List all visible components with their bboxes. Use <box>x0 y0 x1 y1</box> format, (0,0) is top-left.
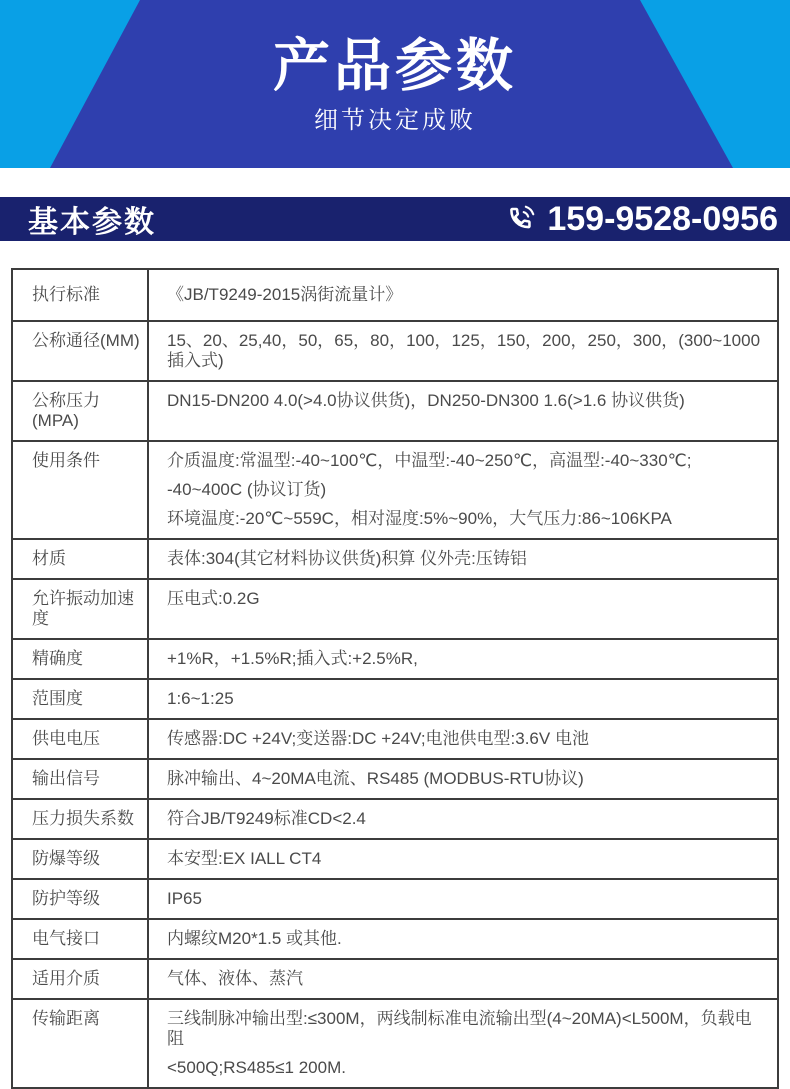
table-row <box>12 959 778 999</box>
spec-value <box>148 639 778 679</box>
table-row <box>12 999 778 1088</box>
section-title: 基本参数 <box>28 206 156 239</box>
page-subtitle: 细节决定成败 <box>314 107 476 134</box>
spec-value-line: 表体:304(其它材料协议供货)积算 仪外壳:压铸铝 <box>167 549 527 568</box>
page-title: 产品参数 <box>273 34 517 98</box>
spec-value-line: 《JB/T9249-2015涡街流量计》 <box>167 285 403 304</box>
spec-value <box>148 321 778 381</box>
table-row <box>12 759 778 799</box>
spec-label: 允许振动加速度 <box>12 579 148 639</box>
spec-label: 适用介质 <box>12 959 148 999</box>
table-row <box>12 919 778 959</box>
spec-label: 精确度 <box>12 639 148 679</box>
spec-label: 范围度 <box>12 679 148 719</box>
spec-label: 供电电压 <box>12 719 148 759</box>
spec-label: 传输距离 <box>12 999 148 1088</box>
table-row <box>12 879 778 919</box>
spec-label: 使用条件 <box>12 441 148 539</box>
table-row <box>12 639 778 679</box>
hero-banner <box>0 0 790 168</box>
table-row <box>12 839 778 879</box>
spec-value-line: 1:6~1:25 <box>167 689 234 708</box>
spec-value-line: 符合JB/T9249标准CD<2.4 <box>167 809 366 828</box>
spec-label: 材质 <box>12 539 148 579</box>
table-row <box>12 679 778 719</box>
table-row <box>12 799 778 839</box>
spec-value-line: 介质温度:常温型:-40~100℃，中温型:-40~250℃，高温型:-40~330℃; <box>167 451 692 470</box>
spec-value-line: 内螺纹M20*1.5 或其他. <box>167 929 342 948</box>
spec-label: 公称压力(MPA) <box>12 381 148 441</box>
spec-value <box>148 999 778 1088</box>
spec-value <box>148 679 778 719</box>
table-row <box>12 719 778 759</box>
table-row <box>12 441 778 539</box>
spec-value-line: 三线制脉冲输出型:≤300M，两线制标准电流输出型(4~20MA)<L500M，负载电阻 <box>167 1009 752 1048</box>
spacer <box>0 168 790 197</box>
phone-icon <box>503 202 537 236</box>
spec-value-line: 本安型:EX IALL CT4 <box>167 849 322 868</box>
spec-label: 防爆等级 <box>12 839 148 879</box>
spec-value <box>148 539 778 579</box>
table-row <box>12 539 778 579</box>
spec-value-line: DN15-DN200 4.0(>4.0协议供货)，DN250-DN300 1.6(>1.6 协议供货) <box>167 391 685 410</box>
spec-value <box>148 441 778 539</box>
spec-value-line: 传感器:DC +24V;变送器:DC +24V;电池供电型:3.6V 电池 <box>167 729 589 748</box>
spec-value-line: -40~400C (协议订货) <box>167 480 327 499</box>
spec-value-line: 环境温度:-20℃~559C，相对湿度:5%~90%，大气压力:86~106KPA <box>167 509 672 528</box>
table-row <box>12 381 778 441</box>
spec-label: 输出信号 <box>12 759 148 799</box>
spec-value-line: 15、20、25,40，50，65，80，100，125，150，200，250，300，(300~1000插入式) <box>167 331 761 370</box>
spec-value <box>148 839 778 879</box>
spec-value-line: 脉冲输出、4~20MA电流、RS485 (MODBUS-RTU协议) <box>167 769 584 788</box>
spec-table-body <box>12 269 778 1088</box>
spec-label: 公称通径(MM) <box>12 321 148 381</box>
section-header-bar <box>0 197 790 241</box>
table-row <box>12 269 778 321</box>
spec-label: 电气接口 <box>12 919 148 959</box>
table-row <box>12 579 778 639</box>
spec-label: 执行标准 <box>12 269 148 321</box>
spec-table-wrapper <box>11 268 779 1089</box>
spec-value <box>148 759 778 799</box>
spec-value <box>148 579 778 639</box>
spec-label: 防护等级 <box>12 879 148 919</box>
spec-value <box>148 919 778 959</box>
spec-label: 压力损失系数 <box>12 799 148 839</box>
spec-value <box>148 959 778 999</box>
spec-value <box>148 719 778 759</box>
spec-value <box>148 879 778 919</box>
spec-value <box>148 381 778 441</box>
spec-value <box>148 269 778 321</box>
phone-contact <box>503 200 778 239</box>
spec-value-line: 压电式:0.2G <box>167 589 260 608</box>
spec-value <box>148 799 778 839</box>
spec-value-line: +1%R，+1.5%R;插入式:+2.5%R, <box>167 649 418 668</box>
spec-value-line: 气体、液体、蒸汽 <box>167 969 303 988</box>
spec-value-line: <500Q;RS485≤1 200M. <box>167 1058 346 1077</box>
spec-table <box>11 268 779 1089</box>
spec-value-line: IP65 <box>167 889 202 908</box>
table-row <box>12 321 778 381</box>
phone-number: 159-9528-0956 <box>547 199 778 238</box>
